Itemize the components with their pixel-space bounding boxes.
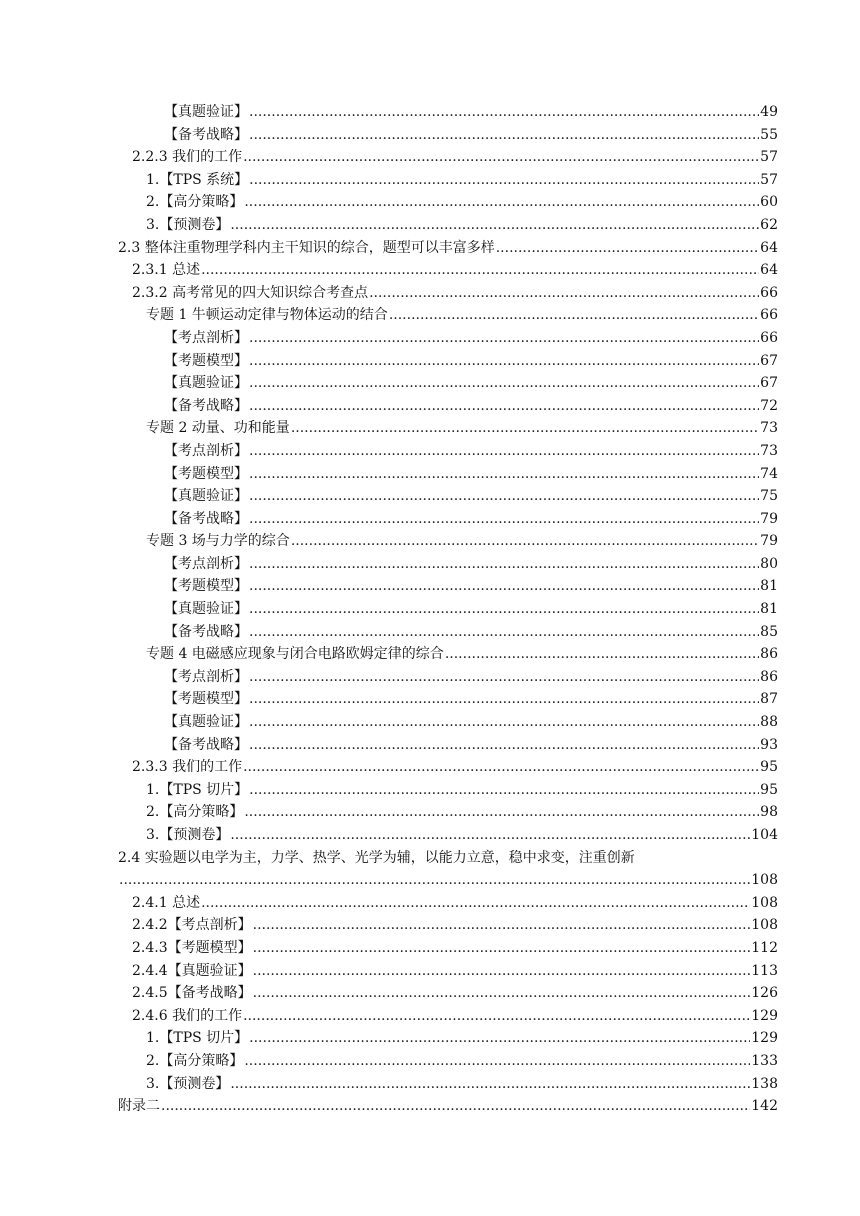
toc-entry-label: 2.3.3 我们的工作 xyxy=(132,759,243,776)
toc-entry[interactable] xyxy=(118,417,778,440)
toc-entry[interactable] xyxy=(118,169,778,192)
toc-page-number: 64 xyxy=(760,262,778,279)
toc-entry[interactable] xyxy=(118,1095,778,1118)
toc-entry[interactable] xyxy=(118,621,778,644)
toc-entry[interactable] xyxy=(118,372,778,395)
toc-entry-label: 附录二 xyxy=(118,1098,160,1115)
toc-entry-label: 【考点剖析】 xyxy=(164,668,248,685)
toc-entry[interactable] xyxy=(118,508,778,531)
toc-page-number: 142 xyxy=(751,1098,778,1115)
toc-entry[interactable] xyxy=(118,395,778,418)
toc-entry[interactable] xyxy=(118,124,778,147)
toc-entry-label: 【备考战略】 xyxy=(164,736,248,753)
toc-entry-label: 2.【高分策略】 xyxy=(146,194,244,211)
toc-entry[interactable] xyxy=(118,101,778,124)
toc-entry-label: 【真题验证】 xyxy=(164,375,248,392)
leader-dots xyxy=(249,463,759,486)
leader-dots xyxy=(244,1050,750,1073)
leader-dots xyxy=(249,621,759,644)
toc-entry[interactable] xyxy=(118,960,778,983)
toc-page-number: 64 xyxy=(760,239,778,256)
toc-page-number: 87 xyxy=(760,691,778,708)
leader-dots xyxy=(249,169,759,192)
leader-dots xyxy=(249,485,759,508)
toc-entry-label: 【备考战略】 xyxy=(164,126,248,143)
toc-page-number: 80 xyxy=(760,555,778,572)
leader-dots xyxy=(243,1005,750,1028)
toc-entry-label: 【考题模型】 xyxy=(164,578,248,595)
toc-entry-label: 2.4.2【考点剖析】 xyxy=(132,917,252,934)
toc-entry-label: 2.4.4【真题验证】 xyxy=(132,962,252,979)
toc-page-number: 66 xyxy=(760,284,778,301)
leader-dots xyxy=(291,530,759,553)
toc-entry-label: 【考题模型】 xyxy=(164,352,248,369)
toc-entry[interactable] xyxy=(118,643,778,666)
leader-dots xyxy=(249,350,759,373)
toc-entry[interactable] xyxy=(118,350,778,373)
toc-entry[interactable] xyxy=(118,1005,778,1028)
leader-dots xyxy=(201,892,750,915)
leader-dots xyxy=(249,779,759,802)
toc-page-number: 75 xyxy=(760,488,778,505)
toc-page-number: 85 xyxy=(760,623,778,640)
toc-entry-label: 2.4.6 我们的工作 xyxy=(132,1007,243,1024)
toc-entry[interactable] xyxy=(118,666,778,689)
leader-dots xyxy=(249,327,759,350)
toc-entry-label: 1.【TPS 系统】 xyxy=(146,171,249,188)
toc-entry[interactable] xyxy=(118,146,778,169)
toc-entry[interactable] xyxy=(118,485,778,508)
toc-entry[interactable] xyxy=(118,575,778,598)
toc-page-number: 49 xyxy=(760,104,778,120)
toc-entry-label: 【真题验证】 xyxy=(164,488,248,505)
toc-page-number: 67 xyxy=(760,375,778,392)
leader-dots xyxy=(249,508,759,531)
toc-page-number: 108 xyxy=(751,917,778,934)
toc-page-number: 129 xyxy=(751,1007,778,1024)
toc-entry-label: 2.3.2 高考常见的四大知识综合考查点 xyxy=(132,284,369,301)
leader-dots xyxy=(230,824,750,847)
toc-entry-label: 3.【预测卷】 xyxy=(146,827,230,843)
leader-dots xyxy=(249,440,759,463)
leader-dots xyxy=(249,734,759,757)
toc-entry[interactable] xyxy=(118,914,778,937)
toc-entry-label: 3.【预测卷】 xyxy=(146,1075,230,1092)
toc-entry-label: 【真题验证】 xyxy=(164,601,248,618)
toc-page-number: 129 xyxy=(751,1030,778,1047)
toc-entry[interactable] xyxy=(118,734,778,757)
toc-page-number: 74 xyxy=(760,465,778,482)
toc-entry[interactable] xyxy=(118,282,778,305)
leader-dots xyxy=(249,711,759,734)
toc-entry-label: 2.4.3【考题模型】 xyxy=(132,939,252,956)
toc-entry[interactable] xyxy=(118,824,778,847)
toc-page-number: 112 xyxy=(751,939,778,956)
toc-page-number: 88 xyxy=(760,714,778,731)
leader-dots xyxy=(244,801,759,824)
toc-page-number: 86 xyxy=(760,646,778,663)
toc-entry-label: 2.4.1 总述 xyxy=(132,894,201,911)
toc-entry-label: 2.【高分策略】 xyxy=(146,804,244,821)
toc-entry[interactable] xyxy=(118,530,778,553)
toc-entry-label: 专题 4 电磁感应现象与闭合电路欧姆定律的综合 xyxy=(146,646,444,663)
toc-entry[interactable] xyxy=(118,779,778,802)
leader-dots xyxy=(161,1095,750,1118)
toc-entry[interactable] xyxy=(118,440,778,463)
toc-page-number: 79 xyxy=(760,510,778,527)
toc-entry-label: 【考题模型】 xyxy=(164,691,248,708)
leader-dots xyxy=(253,914,751,937)
toc-page-number: 108 xyxy=(751,872,778,889)
leader-dots xyxy=(243,146,759,169)
toc-entry[interactable] xyxy=(118,553,778,576)
toc-entry[interactable] xyxy=(118,237,778,260)
table-of-contents xyxy=(118,101,778,1118)
toc-page-number: 108 xyxy=(751,894,778,911)
toc-entry[interactable] xyxy=(118,1027,778,1050)
toc-entry[interactable] xyxy=(118,711,778,734)
toc-entry[interactable] xyxy=(118,598,778,621)
toc-entry-continuation[interactable] xyxy=(118,869,778,892)
toc-page-number: 66 xyxy=(760,307,778,324)
toc-entry-label: 【考点剖析】 xyxy=(164,555,248,572)
toc-entry-label: 【备考战略】 xyxy=(164,510,248,527)
toc-entry[interactable] xyxy=(118,1073,778,1096)
toc-entry-label: 3.【预测卷】 xyxy=(146,216,230,233)
toc-entry-label: 1.【TPS 切片】 xyxy=(146,1030,249,1047)
toc-page-number: 104 xyxy=(751,827,778,843)
leader-dots xyxy=(249,575,759,598)
toc-page-number: 67 xyxy=(760,352,778,369)
toc-page-number: 55 xyxy=(760,126,778,143)
leader-dots xyxy=(389,304,759,327)
toc-entry[interactable] xyxy=(118,756,778,779)
toc-page-number: 73 xyxy=(760,442,778,459)
toc-page-number: 138 xyxy=(751,1075,778,1092)
toc-page-number: 86 xyxy=(760,668,778,685)
toc-entry[interactable] xyxy=(118,1050,778,1073)
toc-entry[interactable] xyxy=(118,801,778,824)
toc-entry[interactable] xyxy=(118,214,778,237)
leader-dots xyxy=(230,1073,750,1096)
toc-page-number: 81 xyxy=(760,578,778,595)
leader-dots xyxy=(249,101,759,124)
toc-entry-label: 2.3.1 总述 xyxy=(132,262,201,279)
toc-entry-label: 【备考战略】 xyxy=(164,397,248,414)
toc-entry-label: 【考点剖析】 xyxy=(164,329,248,346)
toc-entry-label: 【考点剖析】 xyxy=(164,442,248,459)
leader-dots xyxy=(249,395,759,418)
leader-dots xyxy=(201,259,759,282)
leader-dots xyxy=(249,553,759,576)
leader-dots xyxy=(496,237,759,260)
toc-entry[interactable] xyxy=(118,937,778,960)
leader-dots xyxy=(253,982,751,1005)
toc-page-number: 73 xyxy=(760,420,778,437)
leader-dots xyxy=(445,643,759,666)
toc-entry[interactable] xyxy=(118,892,778,915)
toc-page-number: 62 xyxy=(760,216,778,233)
leader-dots xyxy=(253,937,751,960)
toc-page-number: 57 xyxy=(760,149,778,166)
toc-page-number: 72 xyxy=(760,397,778,414)
toc-entry-label: 【备考战略】 xyxy=(164,623,248,640)
toc-entry[interactable] xyxy=(118,191,778,214)
leader-dots xyxy=(230,214,759,237)
leader-dots xyxy=(244,191,759,214)
leader-dots xyxy=(249,1027,750,1050)
toc-entry-label: 专题 3 场与力学的综合 xyxy=(146,533,290,550)
toc-entry-label: 专题 1 牛顿运动定律与物体运动的结合 xyxy=(146,307,388,324)
toc-entry[interactable] xyxy=(118,688,778,711)
toc-page-number: 57 xyxy=(760,171,778,188)
toc-entry[interactable] xyxy=(118,327,778,350)
leader-dots xyxy=(249,688,759,711)
leader-dots xyxy=(291,417,759,440)
leader-dots xyxy=(119,869,750,892)
toc-page-number: 66 xyxy=(760,329,778,346)
leader-dots xyxy=(243,756,759,779)
toc-entry-title[interactable]: 2.4 实验题以电学为主，力学、热学、光学为辅，以能力立意，稳中求变，注重创新 xyxy=(118,849,635,866)
toc-entry-label: 2.3 整体注重物理学科内主干知识的综合，题型可以丰富多样 xyxy=(118,239,495,256)
toc-entry-label: 专题 2 动量、功和能量 xyxy=(146,420,290,437)
toc-entry[interactable] xyxy=(118,463,778,486)
toc-page-number: 95 xyxy=(760,781,778,798)
toc-page-number: 79 xyxy=(760,533,778,550)
toc-page-number: 95 xyxy=(760,759,778,776)
toc-page-number: 126 xyxy=(751,985,778,1002)
toc-entry-label: 【真题验证】 xyxy=(164,714,248,731)
leader-dots xyxy=(249,598,759,621)
toc-page-number: 133 xyxy=(751,1052,778,1069)
leader-dots xyxy=(253,960,751,983)
toc-entry-label: 2.2.3 我们的工作 xyxy=(132,149,243,166)
toc-entry-label: 2.4.5【备考战略】 xyxy=(132,985,252,1002)
leader-dots xyxy=(249,666,759,689)
toc-entry[interactable] xyxy=(118,982,778,1005)
toc-page-number: 93 xyxy=(760,736,778,753)
leader-dots xyxy=(249,124,759,147)
leader-dots xyxy=(249,372,759,395)
toc-page-number: 81 xyxy=(760,601,778,618)
toc-entry[interactable] xyxy=(118,304,778,327)
toc-entry[interactable] xyxy=(118,259,778,282)
leader-dots xyxy=(369,282,759,305)
toc-entry-label: 【真题验证】 xyxy=(164,104,248,120)
toc-entry-label: 2.【高分策略】 xyxy=(146,1052,244,1069)
toc-entry-label: 【考题模型】 xyxy=(164,465,248,482)
toc-page-number: 113 xyxy=(751,962,778,979)
toc-page-number: 60 xyxy=(760,194,778,211)
toc-page-number: 98 xyxy=(760,804,778,821)
toc-entry-label: 1.【TPS 切片】 xyxy=(146,781,249,798)
